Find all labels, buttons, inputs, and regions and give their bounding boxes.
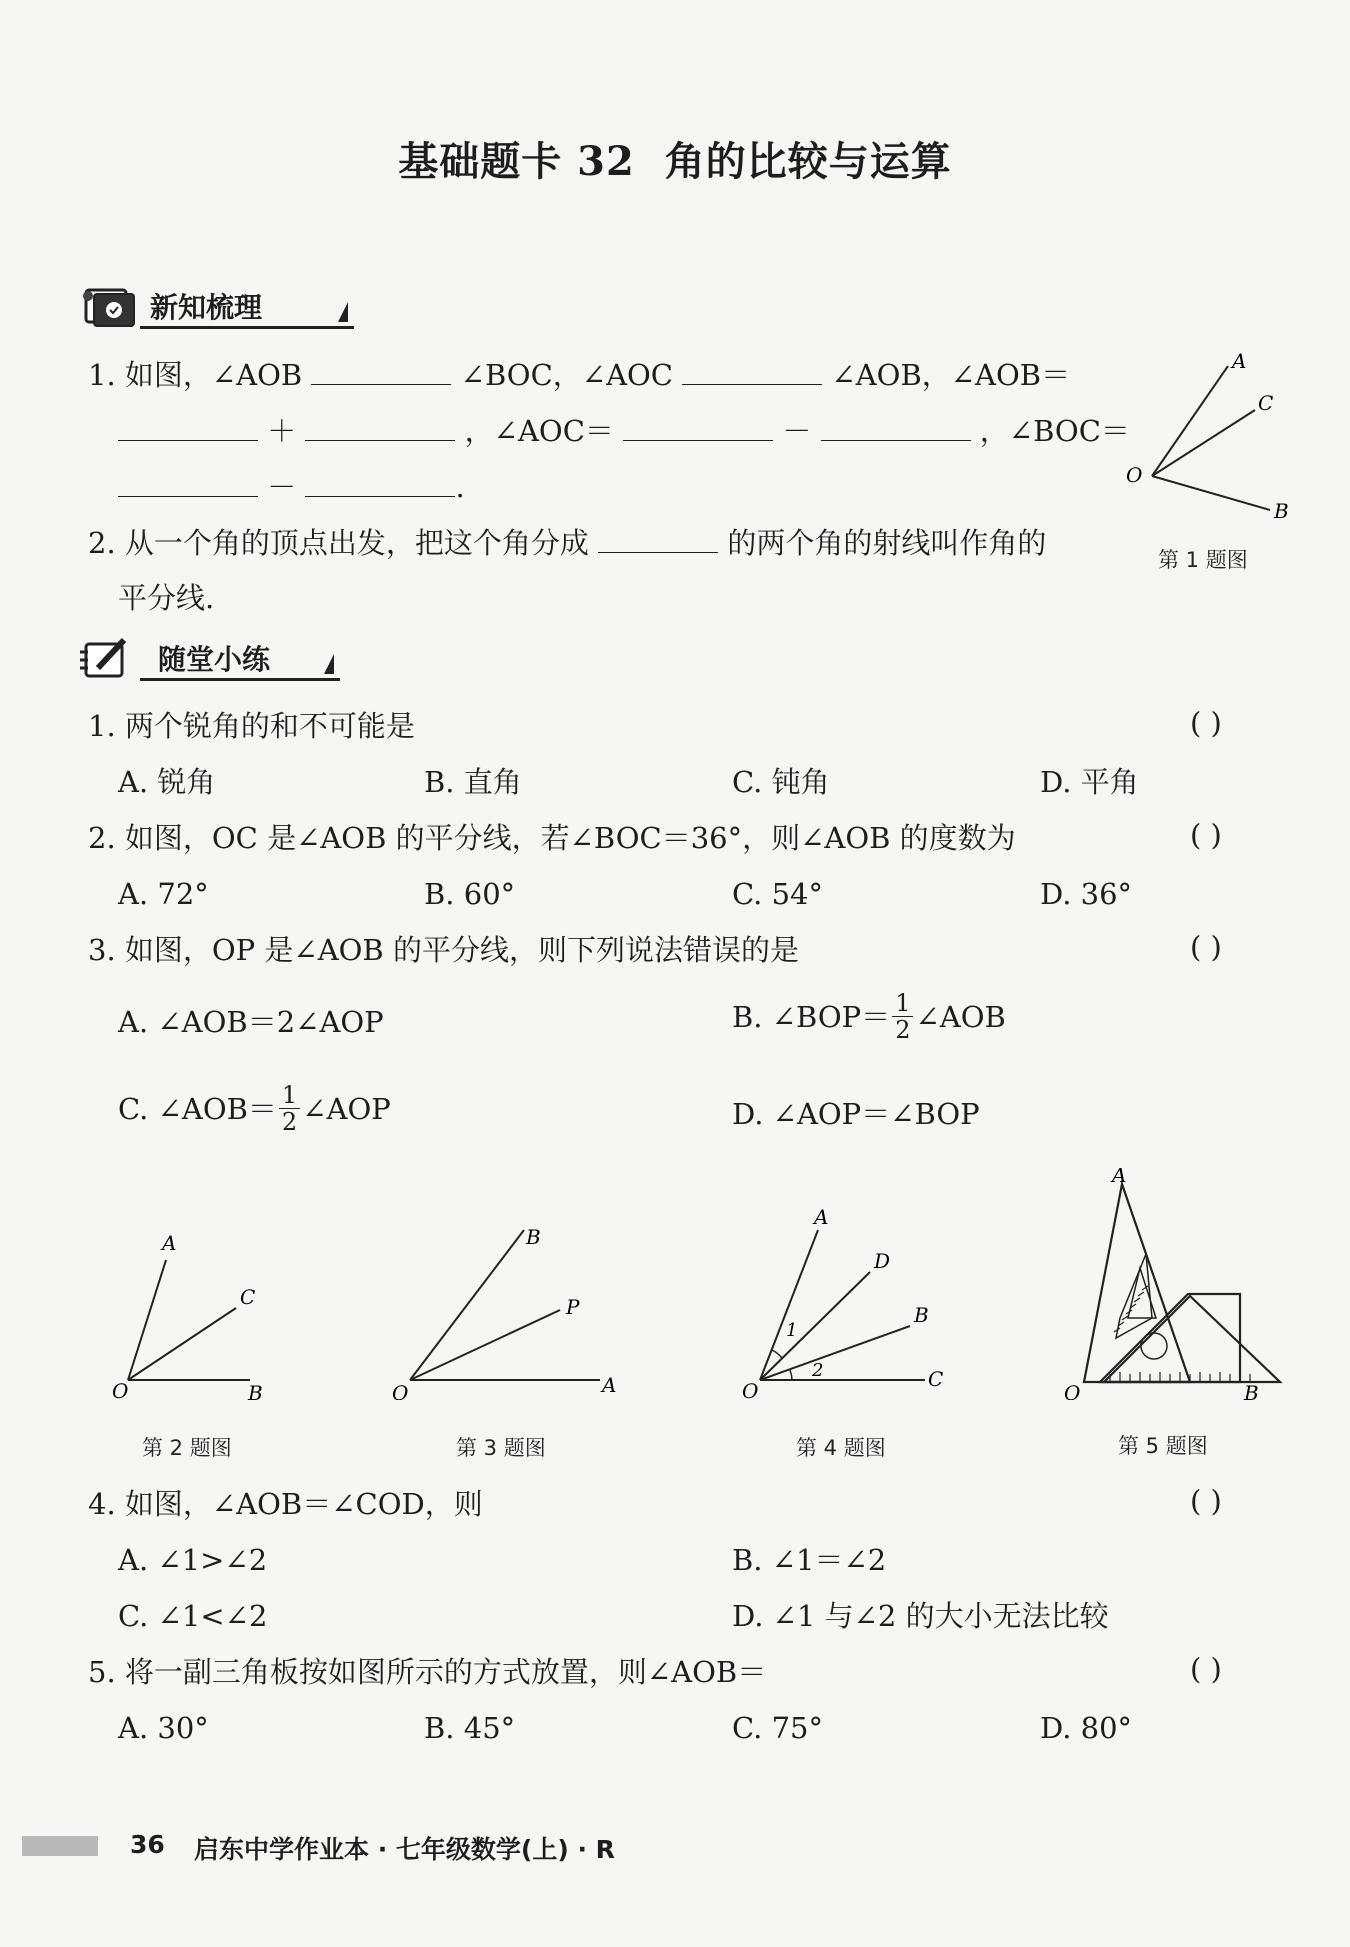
label-A: A: [162, 1231, 177, 1255]
footer-gray-bar: [22, 1836, 98, 1856]
section-header-practice: [80, 636, 360, 682]
ray-OB: [1152, 476, 1270, 510]
book-title: 启东中学作业本 · 七年级数学(上) · R: [194, 1835, 615, 1864]
q2-option-a[interactable]: A. 72°: [118, 877, 209, 911]
q4-option-c[interactable]: C. ∠1<∠2: [118, 1599, 268, 1633]
q5-option-d[interactable]: D. 80°: [1040, 1711, 1133, 1745]
label-O: O: [742, 1379, 759, 1400]
q5-stem: 5. 将一副三角板按如图所示的方式放置，则∠AOB＝: [88, 1655, 767, 1689]
figure-3-diagram: [380, 1220, 640, 1400]
label-B: B: [526, 1225, 541, 1249]
label-A: A: [814, 1205, 829, 1229]
label-P: P: [566, 1295, 580, 1319]
label-A: A: [602, 1373, 617, 1397]
blank[interactable]: [682, 354, 822, 385]
page-number: 36: [130, 1830, 165, 1859]
knowledge-card-icon: [80, 284, 140, 330]
blank[interactable]: [598, 522, 718, 553]
label-angle-2: 2: [812, 1360, 824, 1381]
figure-2-diagram: [100, 1220, 300, 1400]
ray-OA: [760, 1230, 818, 1380]
title-number: 基础题卡 32: [398, 138, 635, 185]
figure-3-caption: 第 3 题图: [456, 1436, 546, 1460]
notebook-pencil-icon: [80, 636, 140, 682]
angle-1-arc: [772, 1350, 782, 1358]
q1-option-a[interactable]: A. 锐角: [118, 765, 216, 799]
label-B: B: [248, 1381, 263, 1400]
q2-option-c[interactable]: C. 54°: [732, 877, 823, 911]
label-D: D: [874, 1249, 891, 1273]
label-C: C: [1258, 391, 1274, 415]
label-O: O: [1126, 463, 1143, 487]
blank[interactable]: [305, 466, 455, 497]
label-C: C: [928, 1367, 944, 1391]
blank[interactable]: [623, 410, 773, 441]
q4-stem: 4. 如图，∠AOB＝∠COD，则: [88, 1487, 483, 1521]
figure-5-diagram: [1060, 1168, 1300, 1400]
q4-option-b[interactable]: B. ∠1＝∠2: [732, 1543, 887, 1577]
blank[interactable]: [118, 466, 258, 497]
fraction-half: $\frac{1}{2}$: [279, 1082, 300, 1135]
q2-answer-bracket[interactable]: ( ): [1190, 818, 1222, 852]
blank[interactable]: [821, 410, 971, 441]
section1-title: 新知梳理: [150, 291, 263, 324]
label-O: O: [1064, 1381, 1081, 1400]
s1-q2-line1: 2. 从一个角的顶点出发，把这个角分成 的两个角的射线叫作角的: [88, 522, 1046, 563]
figure-4-caption: 第 4 题图: [796, 1436, 886, 1460]
q2-option-d[interactable]: D. 36°: [1040, 877, 1133, 911]
blank[interactable]: [305, 410, 455, 441]
q3-answer-bracket[interactable]: ( ): [1190, 930, 1222, 964]
q3-option-a[interactable]: A. ∠AOB＝2∠AOP: [118, 1005, 384, 1039]
q1-option-d[interactable]: D. 平角: [1040, 765, 1139, 799]
section1-triangle-mark: [338, 302, 348, 322]
angle-2-arc: [790, 1370, 792, 1380]
ray-OC: [1152, 410, 1255, 476]
q3-option-c[interactable]: C. ∠AOB＝ $\frac{1}{2}$ ∠AOP: [118, 1081, 391, 1136]
section2-title: 随堂小练: [158, 643, 271, 676]
q1-stem: 1. 两个锐角的和不可能是: [88, 709, 415, 743]
section2-triangle-mark: [324, 654, 334, 674]
title-topic: 角的比较与运算: [664, 138, 952, 185]
fraction-half: $\frac{1}{2}$: [892, 990, 913, 1043]
ray-OA: [1152, 366, 1228, 476]
label-A: A: [1112, 1168, 1127, 1187]
page-title: [0, 130, 1350, 187]
ray-OB: [760, 1326, 910, 1380]
q1-option-c[interactable]: C. 钝角: [732, 765, 830, 799]
q5-option-b[interactable]: B. 45°: [424, 1711, 516, 1745]
q5-option-a[interactable]: A. 30°: [118, 1711, 209, 1745]
section-header-new-knowledge: [80, 284, 360, 330]
q5-option-c[interactable]: C. 75°: [732, 1711, 823, 1745]
s1-q1-line3: － .: [118, 466, 465, 507]
set-square-45: [1100, 1294, 1240, 1382]
figure-1-caption: 第 1 题图: [1158, 548, 1248, 572]
s1-q2-line2: 平分线.: [118, 581, 215, 615]
blank[interactable]: [118, 410, 258, 441]
q3-option-b[interactable]: B. ∠BOP＝ $\frac{1}{2}$ ∠AOB: [732, 989, 1006, 1044]
q4-option-a[interactable]: A. ∠1>∠2: [118, 1543, 268, 1577]
ray-OB: [410, 1230, 524, 1380]
label-B: B: [914, 1303, 929, 1327]
q3-stem: 3. 如图，OP 是∠AOB 的平分线，则下列说法错误的是: [88, 933, 799, 967]
label-B: B: [1244, 1381, 1259, 1400]
blank[interactable]: [311, 354, 451, 385]
q4-answer-bracket[interactable]: ( ): [1190, 1484, 1222, 1518]
label-A: A: [1232, 350, 1247, 373]
q1-answer-bracket[interactable]: ( ): [1190, 706, 1222, 740]
figure-1-diagram: [1110, 350, 1310, 530]
figure-5-caption: 第 5 题图: [1118, 1434, 1208, 1458]
s1-q1-line1: 1. 如图，∠AOB ∠BOC，∠AOC ∠AOB，∠AOB＝: [88, 354, 1070, 395]
ray-OA: [128, 1260, 166, 1380]
q4-option-d[interactable]: D. ∠1 与∠2 的大小无法比较: [732, 1599, 1109, 1633]
label-C: C: [240, 1285, 256, 1309]
label-O: O: [392, 1381, 409, 1400]
label-B: B: [1274, 499, 1289, 523]
q3-option-d[interactable]: D. ∠AOP＝∠BOP: [732, 1097, 980, 1131]
q1-option-b[interactable]: B. 直角: [424, 765, 522, 799]
q2-stem: 2. 如图，OC 是∠AOB 的平分线，若∠BOC＝36°，则∠AOB 的度数为: [88, 821, 1016, 855]
s1-q1-line2: ＋ ，∠AOC＝ － ，∠BOC＝: [118, 410, 1130, 451]
label-O: O: [112, 1379, 129, 1400]
section1-underline: [140, 326, 354, 329]
q2-option-b[interactable]: B. 60°: [424, 877, 516, 911]
ray-OP: [410, 1310, 560, 1380]
figure-2-caption: 第 2 题图: [142, 1436, 232, 1460]
figure-4-diagram: [730, 1200, 970, 1400]
q5-answer-bracket[interactable]: ( ): [1190, 1652, 1222, 1686]
section2-underline: [140, 678, 340, 681]
set-square-hole: [1141, 1333, 1167, 1359]
label-angle-1: 1: [786, 1320, 798, 1341]
ray-OC: [128, 1308, 236, 1380]
